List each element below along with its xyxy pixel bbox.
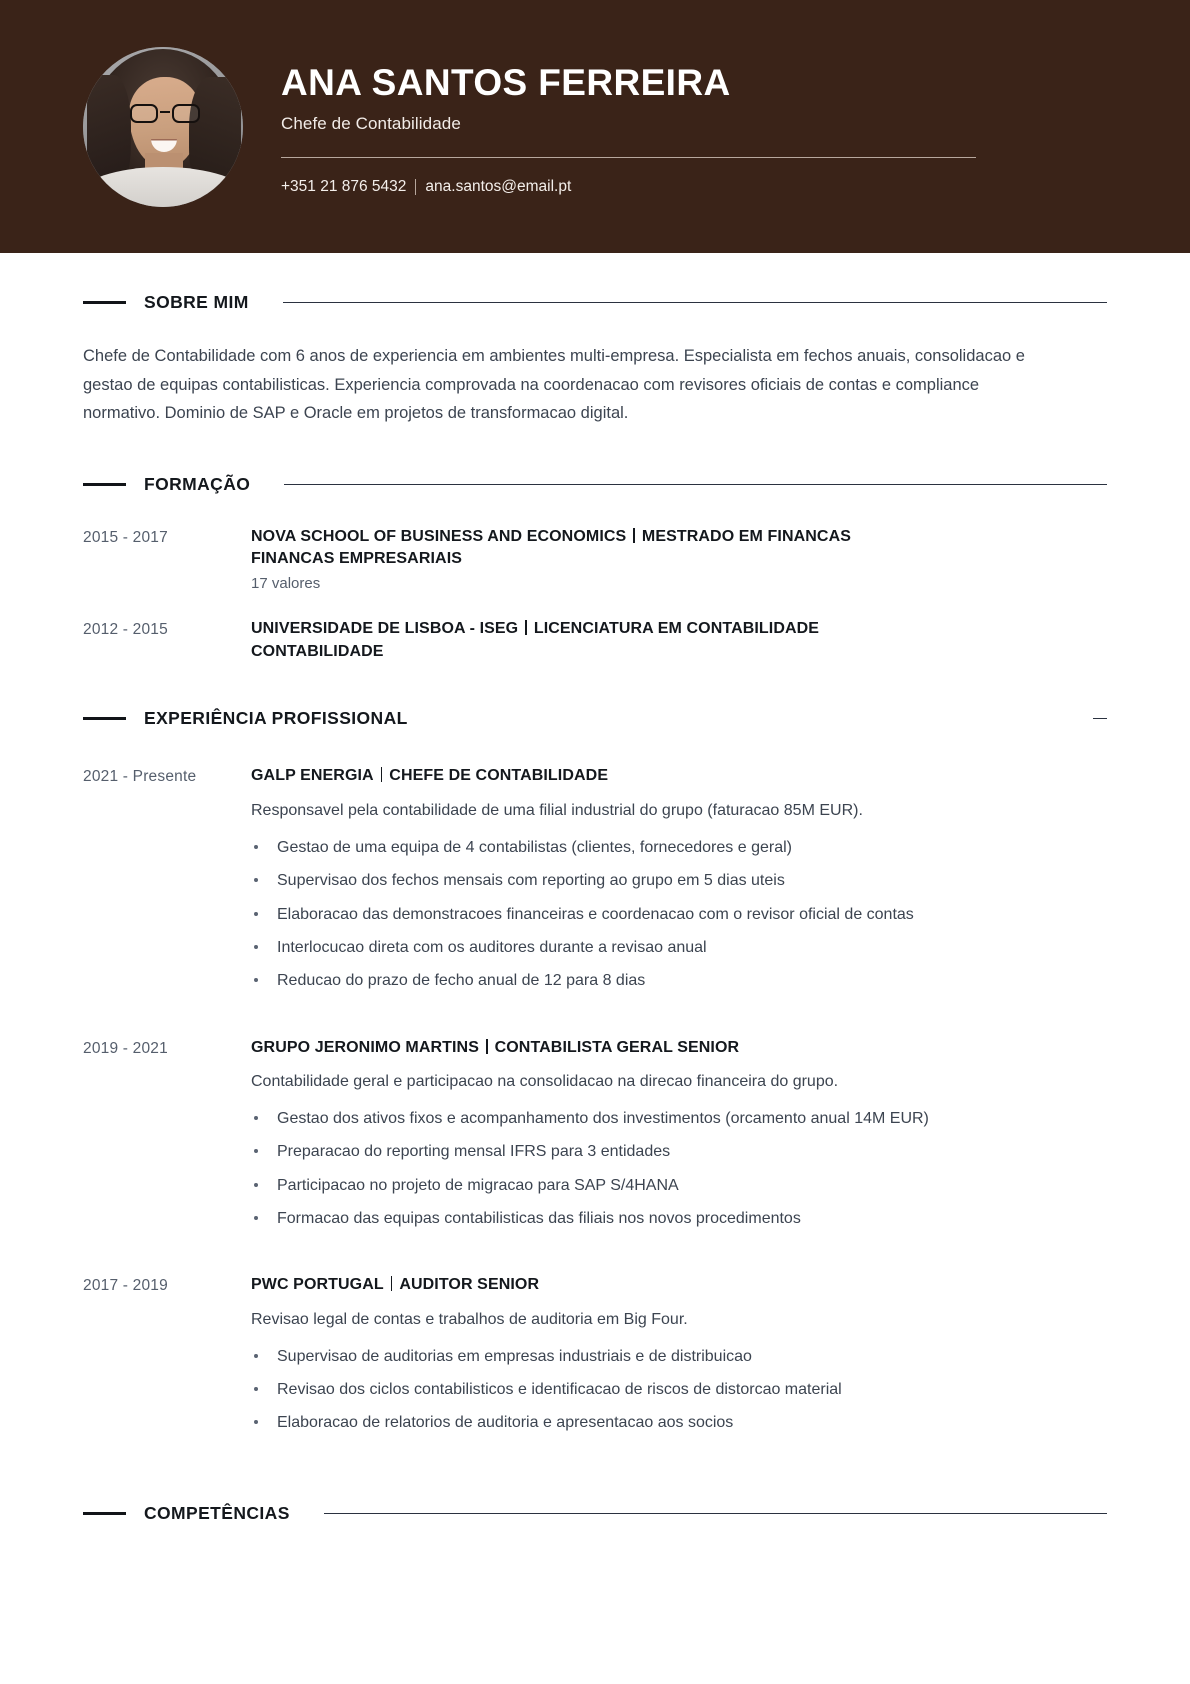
section-title-about: SOBRE MIM [144, 291, 249, 312]
section-header-experience [83, 705, 1107, 731]
experience-description: Revisao legal de contas e trabalhos de auditoria em Big Four. [251, 1311, 688, 1329]
section-experience [83, 705, 1107, 1444]
education-field: CONTABILIDADE [251, 642, 384, 660]
section-header-skills [83, 1501, 1107, 1527]
education-details [251, 618, 1107, 663]
title-separator [381, 767, 383, 782]
title-separator [391, 1276, 393, 1291]
section-skills [83, 1501, 1107, 1527]
education-entry [83, 526, 1107, 592]
list-item: Participacao no projeto de migracao para SAP S/4HANA [251, 1174, 1041, 1198]
section-about [83, 253, 1107, 428]
experience-description: Responsavel pela contabilidade de uma filial industrial do grupo (faturacao 85M EUR). [251, 802, 863, 820]
experience-description: Contabilidade geral e participacao na consolidacao na direcao financeira do grupo. [251, 1073, 839, 1091]
education-dates: 2015 - 2017 [83, 528, 168, 546]
experience-details [251, 1037, 1107, 1241]
section-education [83, 472, 1107, 664]
candidate-role: Chefe de Contabilidade [281, 114, 461, 134]
section-dash-icon [83, 301, 126, 304]
experience-title [251, 1274, 1107, 1297]
section-title-experience: EXPERIÊNCIA PROFISSIONAL [144, 707, 408, 728]
experience-position: CHEFE DE CONTABILIDADE [389, 767, 609, 785]
experience-position: AUDITOR SENIOR [399, 1276, 540, 1294]
section-rule [283, 302, 1107, 303]
education-title [251, 526, 1107, 571]
education-institution: UNIVERSIDADE DE LISBOA - ISEG [251, 620, 519, 638]
list-item: Reducao do prazo de fecho anual de 12 para 8 dias [251, 969, 1041, 993]
education-title [251, 618, 1107, 663]
experience-bullets [251, 1107, 1107, 1231]
experience-position: CONTABILISTA GERAL SENIOR [494, 1038, 740, 1056]
section-title-education: FORMAÇÃO [144, 474, 251, 495]
education-degree: LICENCIATURA EM CONTABILIDADE [533, 620, 820, 638]
list-item: Supervisao dos fechos mensais com reporting ao grupo em 5 dias uteis [251, 869, 1041, 893]
experience-entry [83, 1274, 1107, 1444]
experience-title [251, 765, 1107, 788]
header-divider [281, 157, 976, 158]
experience-title [251, 1037, 1107, 1060]
section-title-skills: COMPETÊNCIAS [144, 1503, 290, 1524]
section-rule [324, 1513, 1107, 1514]
experience-company: PWC PORTUGAL [251, 1276, 384, 1294]
experience-dates: 2019 - 2021 [83, 1039, 168, 1057]
list-item: Preparacao do reporting mensal IFRS para 3 entidades [251, 1140, 1041, 1164]
title-separator [633, 528, 635, 543]
section-dash-icon [83, 1512, 126, 1515]
experience-dates: 2021 - Presente [83, 768, 197, 786]
experience-details [251, 765, 1107, 1002]
experience-entry [83, 765, 1107, 1002]
experience-company: GRUPO JERONIMO MARTINS [251, 1038, 479, 1056]
resume-header [0, 0, 1190, 253]
experience-company: GALP ENERGIA [251, 767, 374, 785]
section-header-education [83, 472, 1107, 498]
list-item: Gestao dos ativos fixos e acompanhamento dos investimentos (orcamento anual 14M EUR) [251, 1107, 1041, 1131]
section-rule [284, 484, 1107, 485]
title-separator [525, 620, 527, 635]
list-item: Elaboracao das demonstracoes financeiras e coordenacao com o revisor oficial de contas [251, 903, 1041, 927]
section-rule [1093, 718, 1107, 719]
experience-bullets [251, 1345, 1107, 1436]
experience-entry [83, 1037, 1107, 1241]
experience-dates: 2017 - 2019 [83, 1277, 168, 1295]
list-item: Elaboracao de relatorios de auditoria e apresentacao aos socios [251, 1411, 1041, 1435]
education-institution: NOVA SCHOOL OF BUSINESS AND ECONOMICS [251, 527, 627, 545]
phone-number[interactable]: +351 21 876 5432 [281, 178, 407, 196]
contact-separator [415, 179, 416, 195]
section-header-about [83, 289, 1107, 315]
about-text: Chefe de Contabilidade com 6 anos de experiencia em ambientes multi-empresa. Especialista em fechos anuais, consolidacao e gestao de equipas contabilisticas. Experiencia comprovada na coordenacao com revisores oficiais de contas e compliance normativo. Dominio de SAP e Oracle em projetos de transformacao digital. [83, 347, 1025, 423]
list-item: Formacao das equipas contabilisticas das filiais nos novos procedimentos [251, 1207, 1041, 1231]
list-item: Revisao dos ciclos contabilisticos e identificacao de riscos de distorcao material [251, 1378, 1041, 1402]
list-item: Supervisao de auditorias em empresas industriais e de distribuicao [251, 1345, 1041, 1369]
education-entry [83, 618, 1107, 663]
education-field: FINANCAS EMPRESARIAIS [251, 550, 463, 568]
contact-line [281, 178, 1060, 196]
list-item: Interlocucao direta com os auditores durante a revisao anual [251, 936, 1041, 960]
education-grade: 17 valores [251, 575, 321, 593]
experience-details [251, 1274, 1107, 1444]
education-details [251, 526, 1107, 592]
experience-bullets [251, 836, 1107, 994]
education-dates: 2012 - 2015 [83, 621, 168, 639]
section-dash-icon [83, 717, 126, 720]
resume-body [0, 253, 1190, 1527]
title-separator [486, 1039, 488, 1054]
glasses-icon [129, 104, 201, 124]
candidate-name: ANA SANTOS FERREIRA [281, 61, 731, 103]
education-degree: MESTRADO EM FINANCAS [641, 527, 851, 545]
avatar [83, 47, 243, 207]
section-dash-icon [83, 483, 126, 486]
list-item: Gestao de uma equipa de 4 contabilistas (clientes, fornecedores e geral) [251, 836, 1041, 860]
header-text-block [281, 57, 1190, 197]
email-address[interactable]: ana.santos@email.pt [425, 178, 572, 196]
